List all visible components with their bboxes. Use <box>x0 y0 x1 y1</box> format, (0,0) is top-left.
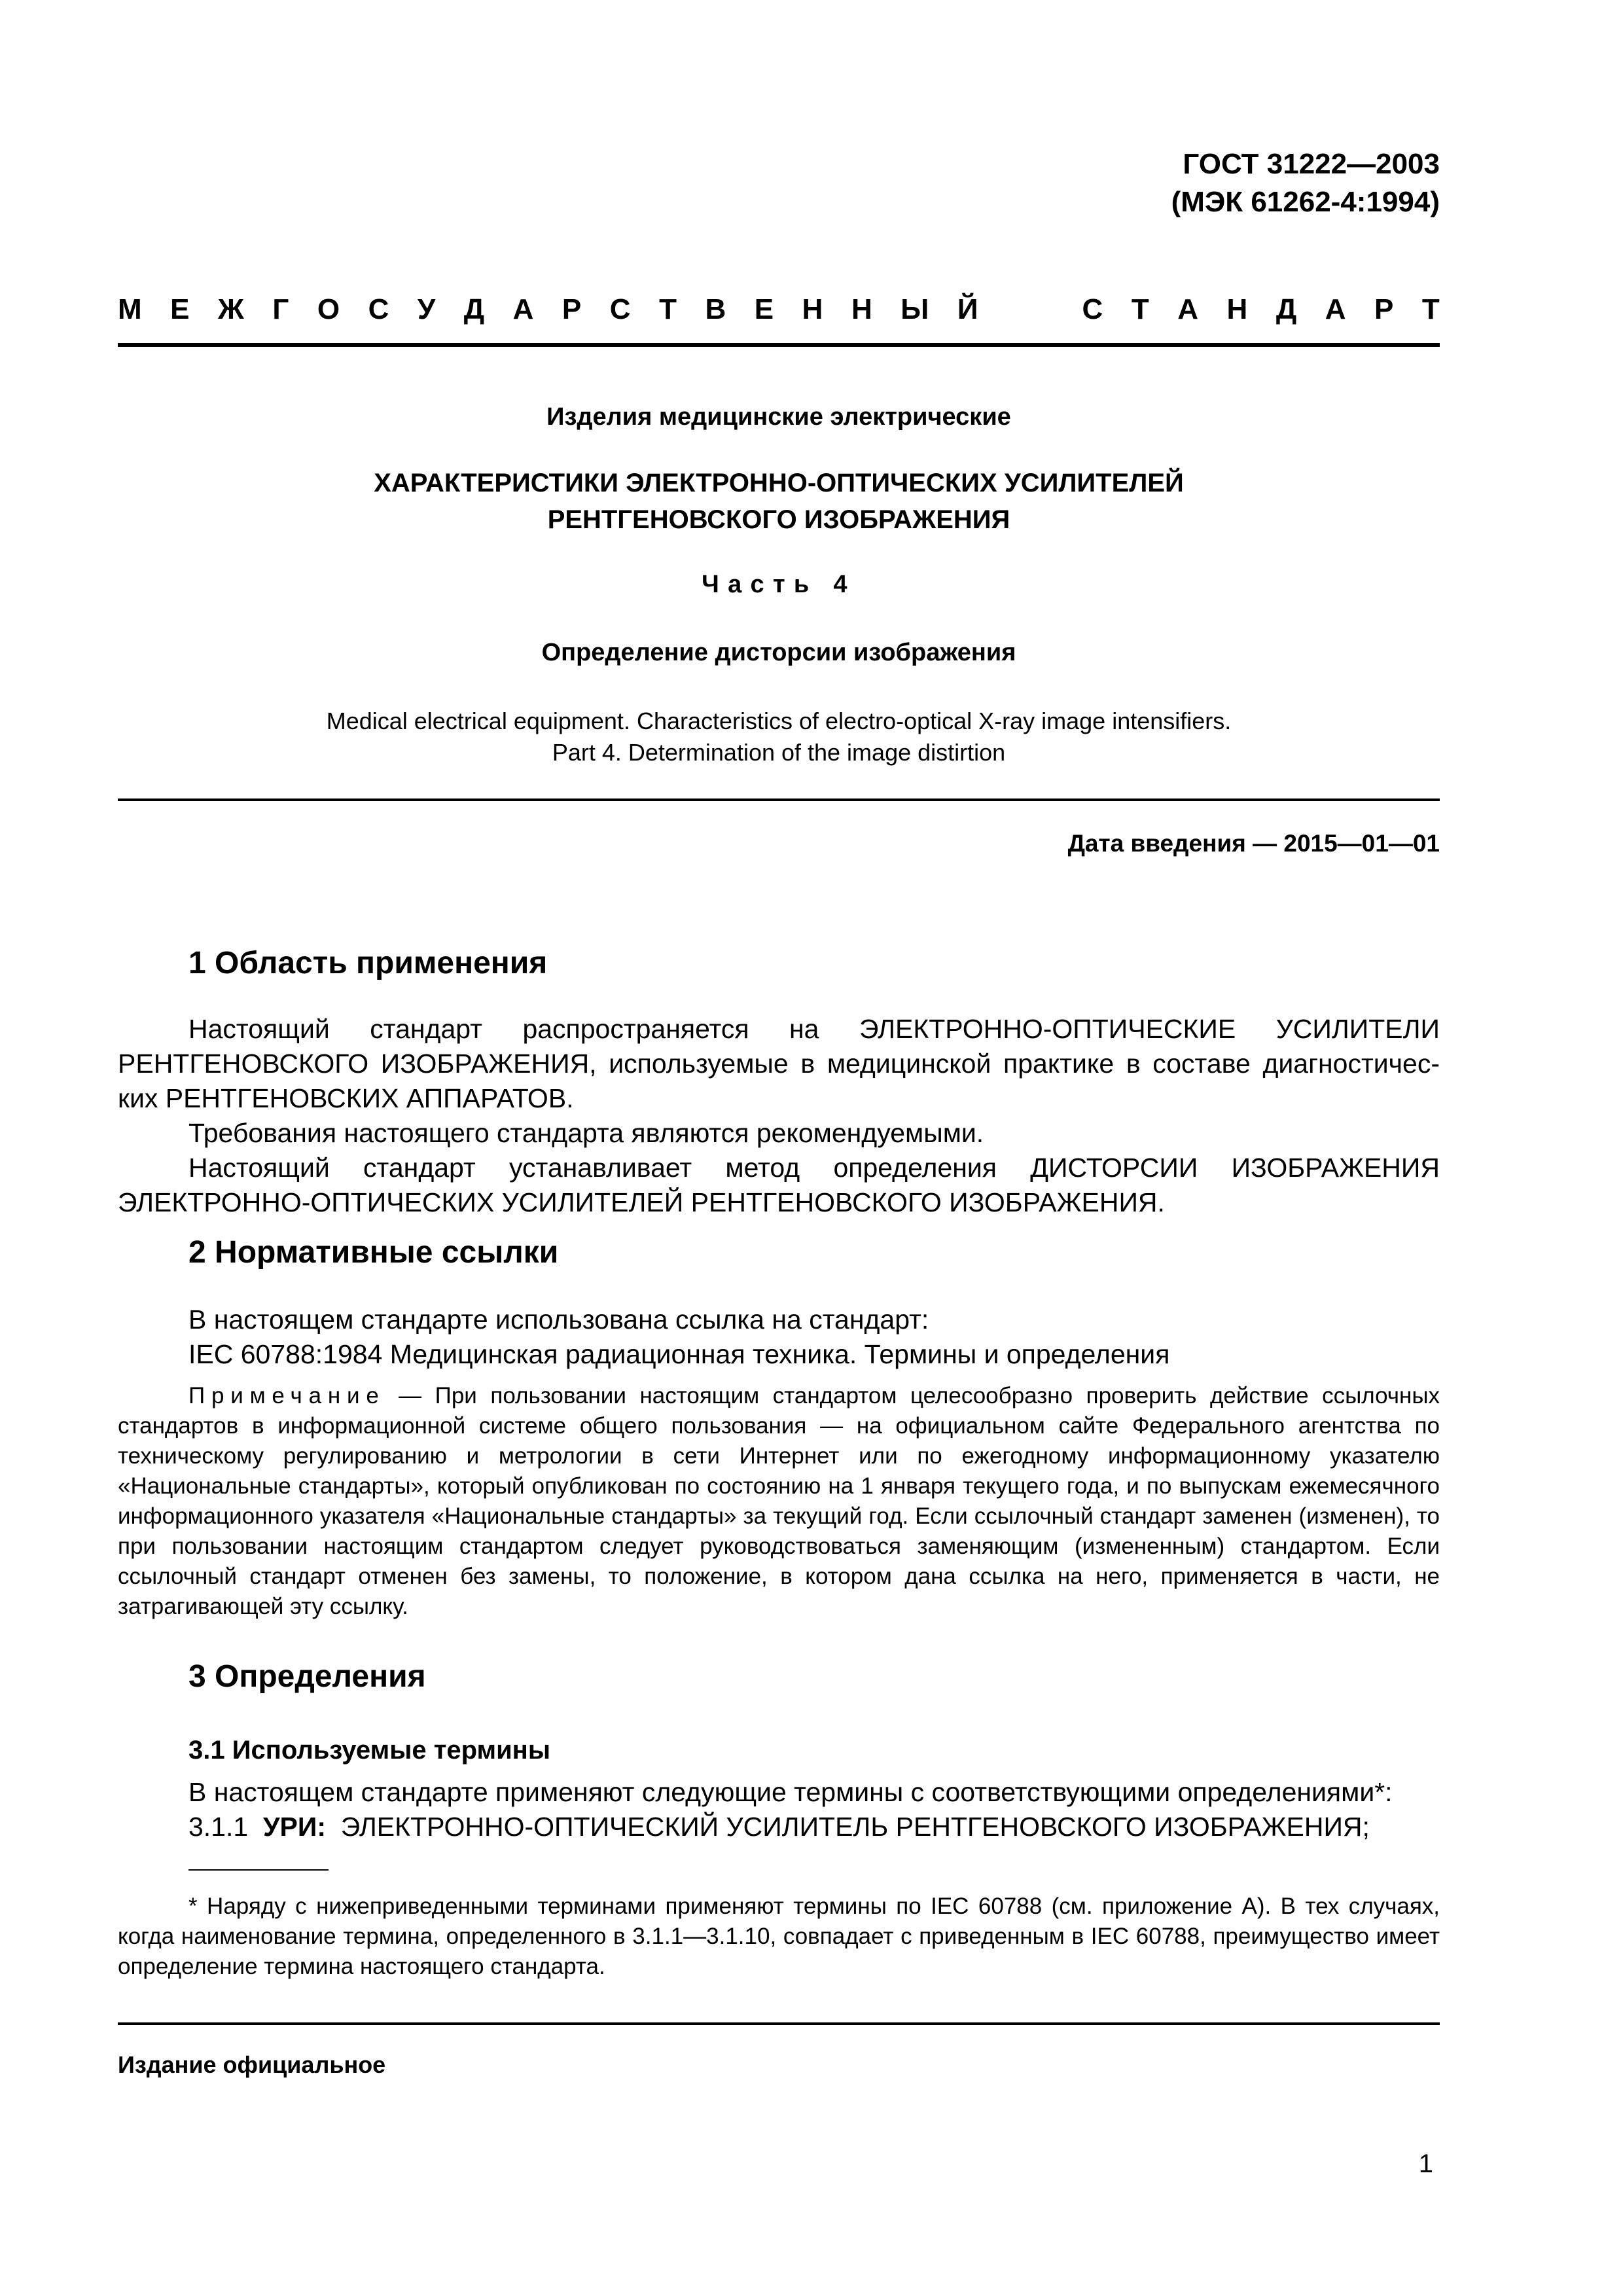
banner-letter: А <box>1177 293 1198 325</box>
banner-letter: Е <box>170 293 190 325</box>
banner-letter: Д <box>463 293 485 325</box>
banner-letter: Р <box>1374 293 1394 325</box>
section-3-heading: 3 Определения <box>188 1659 426 1694</box>
reference-entry: IEC 60788:1984 Медицинская радиационная техника. Термины и определения <box>188 1339 1170 1369</box>
banner-letter: Т <box>1131 293 1149 325</box>
footnote: * Наряду с нижеприведенными терминами применяют термины по IEC 60788 (см. приложение А). В тех случаях, когда наименование термина, определенного в 3.1.1—3.1.10, совпадает с приведенным в IEC 60788, преимущество имеет определение термина настоящего стандарта. <box>118 1893 1440 1979</box>
section-1-text <box>118 1012 1440 1220</box>
term-definition: ЭЛЕКТРОННО-ОПТИЧЕСКИЙ УСИЛИТЕЛЬ РЕНТГЕНОВСКОГО ИЗОБРАЖЕНИЯ; <box>340 1812 1370 1842</box>
title-main-line: РЕНТГЕНОВСКОГО ИЗОБРАЖЕНИЯ <box>547 505 1010 534</box>
section-2-heading: 2 Нормативные ссылки <box>188 1235 559 1270</box>
document-code <box>1171 145 1440 221</box>
title-english-line: Medical electrical equipment. Characteristics of electro-optical X-ray image intensifiers. <box>326 708 1232 734</box>
banner-letter: Т <box>1421 293 1440 325</box>
banner-letter: Т <box>659 293 677 325</box>
title-main <box>118 465 1440 538</box>
iec-number: (МЭК 61262-4:1994) <box>1171 186 1440 218</box>
term-name: УРИ: <box>263 1812 326 1842</box>
section-2-text <box>118 1302 1440 1372</box>
banner-letter: А <box>512 293 534 325</box>
banner-letter: Р <box>562 293 582 325</box>
gost-number: ГОСТ 31222—2003 <box>1183 148 1440 180</box>
intro-date: Дата введения — 2015—01—01 <box>1067 830 1440 857</box>
title-part: Часть 4 <box>702 571 856 598</box>
banner-letter: Н <box>851 293 872 325</box>
paragraph-line: РЕНТГЕНОВСКОГО ИЗОБРАЖЕНИЯ, используемые в медицинской практике в составе диагностичес- <box>118 1049 1440 1079</box>
title-main-line: ХАРАКТЕРИСТИКИ ЭЛЕКТРОННО-ОПТИЧЕСКИХ УСИЛИТЕЛЕЙ <box>374 469 1184 497</box>
section-3-text <box>118 1775 1440 1844</box>
paragraph-line: ЭЛЕКТРОННО-ОПТИЧЕСКИХ УСИЛИТЕЛЕЙ РЕНТГЕНОВСКОГО ИЗОБРАЖЕНИЯ. <box>118 1187 1165 1217</box>
header-rule <box>118 343 1440 347</box>
note-text: — При пользовании настоящим стандартом целесообразно проверить действие ссылочных стандартов в информационной системе общего пользования — на официальном сайте Федерального агентства по техническому регулированию и метрологии в сети Интернет или по ежегодному информационному указателю «Национальные стандарты», который опубликован по состоянию на 1 января текущего года, и по выпускам ежемесячного информационного указателя «Национальные стандарты» за текущий год. Если ссылочный стандарт заменен (изменен), то при пользовании настоящим стандартом следует руководствоваться заменяющим (измененным) стандартом. Если ссылочный стандарт отменен без замены, то положение, в котором дана ссылка на него, применяется в части, не затрагивающей эту ссылку. <box>118 1383 1440 1619</box>
note-label: Примечание <box>188 1383 385 1408</box>
paragraph-line: Настоящий стандарт распространяется на ЭЛЕКТРОННО-ОПТИЧЕСКИЕ УСИЛИТЕЛИ <box>188 1014 1440 1044</box>
banner-letter: Н <box>802 293 823 325</box>
banner-letter: С <box>1082 293 1103 325</box>
note <box>118 1381 1440 1622</box>
banner-letter: Ы <box>901 293 929 325</box>
banner-letter: О <box>317 293 340 325</box>
term-entry <box>118 1810 1440 1844</box>
title-english <box>118 706 1440 768</box>
paragraph-line: ких РЕНТГЕНОВСКИХ АППАРАТОВ. <box>118 1083 574 1113</box>
page-number: 1 <box>1418 2149 1433 2178</box>
term-number: 3.1.1 <box>188 1812 249 1842</box>
banner-letter: С <box>368 293 389 325</box>
banner-letter: У <box>417 293 436 325</box>
title-subtitle: Определение дисторсии изображения <box>541 639 1016 666</box>
title-english-line: Part 4. Determination of the image distirtion <box>552 739 1006 766</box>
title-category: Изделия медицинские электрические <box>546 403 1011 431</box>
banner-letter: А <box>1325 293 1346 325</box>
banner-gap <box>1007 293 1054 326</box>
title-rule <box>118 798 1440 801</box>
banner-letter: Й <box>957 293 978 325</box>
paragraph-line: Настоящий стандарт устанавливает метод определения ДИСТОРСИИ ИЗОБРАЖЕНИЯ <box>188 1153 1440 1183</box>
footer-rule <box>118 2022 1440 2025</box>
banner-letter: Н <box>1226 293 1248 325</box>
banner-letter: Ж <box>218 293 244 325</box>
banner-letter: Г <box>272 293 289 325</box>
banner-letter: В <box>705 293 726 325</box>
footnote-rule <box>188 1869 329 1871</box>
paragraph: Требования настоящего стандарта являются рекомендуемыми. <box>188 1118 984 1148</box>
banner-letter: М <box>118 293 142 325</box>
paragraph: В настоящем стандарте использована ссылка на стандарт: <box>188 1304 929 1335</box>
banner-letter: Д <box>1275 293 1297 325</box>
section-3-1-heading: 3.1 Используемые термины <box>188 1736 550 1765</box>
banner-letter: С <box>609 293 631 325</box>
standard-banner <box>118 293 1440 326</box>
edition-label: Издание официальное <box>118 2051 386 2078</box>
paragraph: В настоящем стандарте применяют следующие термины с соответствующими определениями*: <box>188 1777 1393 1807</box>
banner-letter: Е <box>754 293 774 325</box>
section-1-heading: 1 Область применения <box>188 946 548 980</box>
